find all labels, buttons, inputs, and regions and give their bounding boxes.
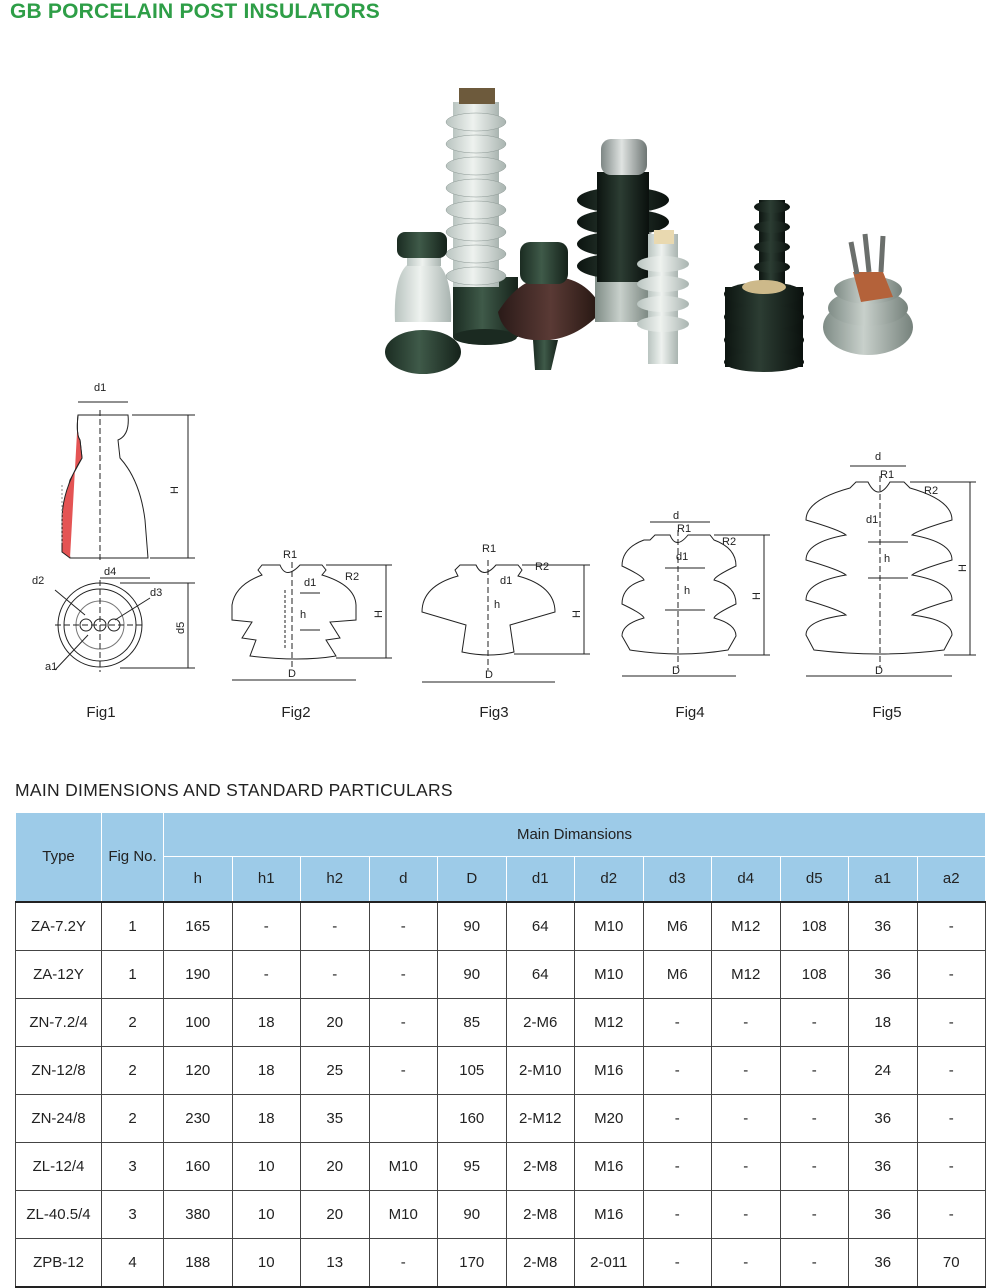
svg-text:R2: R2 xyxy=(345,571,360,583)
fig-cell: 1 xyxy=(102,950,164,998)
svg-text:R2: R2 xyxy=(535,561,550,573)
value-cell xyxy=(369,1094,438,1142)
svg-text:d3: d3 xyxy=(150,587,163,599)
value-cell: 36 xyxy=(849,950,918,998)
table-row xyxy=(16,1142,986,1190)
col-header-a1: a1 xyxy=(849,857,918,902)
value-cell: M16 xyxy=(575,1142,644,1190)
value-cell: 90 xyxy=(438,1190,507,1238)
value-cell: - xyxy=(369,1238,438,1287)
value-cell: - xyxy=(301,902,370,951)
value-cell: - xyxy=(643,1190,712,1238)
value-cell: 20 xyxy=(301,1142,370,1190)
col-header-d: d xyxy=(369,857,438,902)
svg-text:R1: R1 xyxy=(880,469,895,481)
value-cell: 20 xyxy=(301,1190,370,1238)
value-cell: - xyxy=(712,1238,781,1287)
value-cell: 170 xyxy=(438,1238,507,1287)
type-cell: ZN-24/8 xyxy=(16,1094,102,1142)
svg-text:R2: R2 xyxy=(722,536,737,548)
svg-text:R1: R1 xyxy=(677,523,692,535)
value-cell: 36 xyxy=(849,1190,918,1238)
fig2-label: Fig2 xyxy=(281,704,311,721)
value-cell: 2-M8 xyxy=(506,1190,575,1238)
value-cell: 24 xyxy=(849,1046,918,1094)
value-cell: 36 xyxy=(849,902,918,951)
value-cell: M12 xyxy=(712,902,781,951)
svg-text:D: D xyxy=(875,665,883,677)
value-cell: M20 xyxy=(575,1094,644,1142)
value-cell: 36 xyxy=(849,1142,918,1190)
fig4-drawing xyxy=(622,522,770,676)
value-cell: - xyxy=(369,1046,438,1094)
fig-cell: 2 xyxy=(102,1094,164,1142)
col-header-h: h xyxy=(164,857,233,902)
value-cell: M6 xyxy=(643,950,712,998)
col-header-d4: d4 xyxy=(712,857,781,902)
value-cell: 2-M8 xyxy=(506,1238,575,1287)
value-cell: - xyxy=(780,1046,849,1094)
value-cell: - xyxy=(643,1142,712,1190)
svg-text:d1: d1 xyxy=(866,514,879,526)
type-cell: ZN-7.2/4 xyxy=(16,998,102,1046)
col-header-d5: d5 xyxy=(780,857,849,902)
value-cell: - xyxy=(712,1142,781,1190)
svg-text:h: h xyxy=(684,585,691,597)
col-header-h2: h2 xyxy=(301,857,370,902)
value-cell: 90 xyxy=(438,902,507,951)
value-cell: 64 xyxy=(506,902,575,951)
value-cell: M12 xyxy=(712,950,781,998)
value-cell: 188 xyxy=(164,1238,233,1287)
value-cell: - xyxy=(917,902,986,951)
type-cell: ZL-12/4 xyxy=(16,1142,102,1190)
value-cell: - xyxy=(780,998,849,1046)
value-cell: 10 xyxy=(232,1238,301,1287)
svg-text:d2: d2 xyxy=(32,575,45,587)
svg-text:d1: d1 xyxy=(94,382,107,394)
svg-text:R1: R1 xyxy=(482,543,497,555)
value-cell: 18 xyxy=(232,998,301,1046)
fig1-label: Fig1 xyxy=(86,704,116,721)
svg-text:d: d xyxy=(875,451,882,463)
value-cell: - xyxy=(780,1238,849,1287)
svg-text:D: D xyxy=(672,665,680,677)
value-cell: - xyxy=(780,1142,849,1190)
value-cell: 2-M12 xyxy=(506,1094,575,1142)
value-cell: - xyxy=(712,998,781,1046)
fig-cell: 3 xyxy=(102,1142,164,1190)
value-cell: - xyxy=(369,998,438,1046)
svg-text:H: H xyxy=(169,486,181,494)
col-header-h1: h1 xyxy=(232,857,301,902)
col-header-d3: d3 xyxy=(643,857,712,902)
value-cell: 120 xyxy=(164,1046,233,1094)
fig5-label: Fig5 xyxy=(872,704,902,721)
col-header-d1: d1 xyxy=(506,857,575,902)
value-cell: 160 xyxy=(438,1094,507,1142)
fig-cell: 2 xyxy=(102,1046,164,1094)
type-cell: ZPB-12 xyxy=(16,1238,102,1287)
svg-text:H: H xyxy=(957,564,969,572)
value-cell: - xyxy=(917,1190,986,1238)
value-cell: - xyxy=(301,950,370,998)
col-fig-header: Fig No. xyxy=(102,813,164,902)
value-cell: M10 xyxy=(369,1190,438,1238)
value-cell: M10 xyxy=(575,950,644,998)
type-cell: ZN-12/8 xyxy=(16,1046,102,1094)
table-row xyxy=(16,998,986,1046)
value-cell: 380 xyxy=(164,1190,233,1238)
table-row xyxy=(16,902,986,951)
fig1-drawing xyxy=(55,402,195,672)
value-cell: 13 xyxy=(301,1238,370,1287)
value-cell: - xyxy=(643,1046,712,1094)
value-cell: 10 xyxy=(232,1190,301,1238)
svg-text:d1: d1 xyxy=(676,551,689,563)
value-cell: - xyxy=(917,1046,986,1094)
value-cell: M6 xyxy=(643,902,712,951)
svg-text:h: h xyxy=(300,609,307,621)
value-cell: 105 xyxy=(438,1046,507,1094)
svg-text:h: h xyxy=(494,599,501,611)
value-cell: 90 xyxy=(438,950,507,998)
table-row xyxy=(16,950,986,998)
svg-text:d: d xyxy=(673,510,680,522)
value-cell: - xyxy=(643,1094,712,1142)
dimensions-table xyxy=(15,812,986,1288)
technical-drawings xyxy=(0,380,1000,700)
fig5-drawing xyxy=(806,466,976,676)
value-cell: 18 xyxy=(849,998,918,1046)
value-cell: - xyxy=(369,950,438,998)
svg-text:d4: d4 xyxy=(104,566,117,578)
value-cell: - xyxy=(917,1094,986,1142)
value-cell: 95 xyxy=(438,1142,507,1190)
table-row xyxy=(16,1238,986,1287)
value-cell: - xyxy=(369,902,438,951)
col-header-D: D xyxy=(438,857,507,902)
value-cell: 85 xyxy=(438,998,507,1046)
table-body xyxy=(16,902,986,1287)
value-cell: - xyxy=(917,998,986,1046)
svg-text:D: D xyxy=(485,669,493,681)
value-cell: 25 xyxy=(301,1046,370,1094)
value-cell: - xyxy=(643,1238,712,1287)
col-type-header: Type xyxy=(16,813,102,902)
fig-cell: 3 xyxy=(102,1190,164,1238)
fig-cell: 1 xyxy=(102,902,164,951)
svg-text:a1: a1 xyxy=(45,661,58,673)
value-cell: 190 xyxy=(164,950,233,998)
value-cell: - xyxy=(780,1094,849,1142)
fig3-label: Fig3 xyxy=(479,704,509,721)
svg-text:H: H xyxy=(571,610,583,618)
svg-text:d1: d1 xyxy=(500,575,513,587)
value-cell: - xyxy=(917,1142,986,1190)
table-row xyxy=(16,1190,986,1238)
col-header-d2: d2 xyxy=(575,857,644,902)
value-cell: 18 xyxy=(232,1046,301,1094)
svg-text:D: D xyxy=(288,668,296,680)
page-title: GB PORCELAIN POST INSULATORS xyxy=(10,0,381,23)
value-cell: 165 xyxy=(164,902,233,951)
value-cell: 230 xyxy=(164,1094,233,1142)
value-cell: M12 xyxy=(575,998,644,1046)
value-cell: 2-011 xyxy=(575,1238,644,1287)
value-cell: - xyxy=(917,950,986,998)
value-cell: 2-M6 xyxy=(506,998,575,1046)
value-cell: 108 xyxy=(780,902,849,951)
value-cell: 160 xyxy=(164,1142,233,1190)
value-cell: M10 xyxy=(575,902,644,951)
value-cell: M10 xyxy=(369,1142,438,1190)
type-cell: ZA-7.2Y xyxy=(16,902,102,951)
fig-cell: 4 xyxy=(102,1238,164,1287)
svg-text:H: H xyxy=(751,592,763,600)
value-cell: 36 xyxy=(849,1094,918,1142)
svg-text:h: h xyxy=(884,553,891,565)
value-cell: M16 xyxy=(575,1046,644,1094)
value-cell: 2-M8 xyxy=(506,1142,575,1190)
svg-text:d1: d1 xyxy=(304,577,317,589)
section-title: MAIN DIMENSIONS AND STANDARD PARTICULARS xyxy=(15,780,453,800)
type-cell: ZA-12Y xyxy=(16,950,102,998)
value-cell: 35 xyxy=(301,1094,370,1142)
value-cell: - xyxy=(780,1190,849,1238)
value-cell: - xyxy=(712,1046,781,1094)
main-dimensions-header: Main Dimansions xyxy=(164,813,986,857)
value-cell: - xyxy=(232,950,301,998)
col-header-a2: a2 xyxy=(917,857,986,902)
value-cell: 36 xyxy=(849,1238,918,1287)
value-cell: - xyxy=(643,998,712,1046)
table-row xyxy=(16,1046,986,1094)
value-cell: - xyxy=(232,902,301,951)
svg-text:H: H xyxy=(373,610,385,618)
value-cell: - xyxy=(712,1190,781,1238)
insulators-photo xyxy=(383,82,923,382)
value-cell: 100 xyxy=(164,998,233,1046)
value-cell: 2-M10 xyxy=(506,1046,575,1094)
type-cell: ZL-40.5/4 xyxy=(16,1190,102,1238)
fig4-label: Fig4 xyxy=(675,704,705,721)
value-cell: 18 xyxy=(232,1094,301,1142)
value-cell: 10 xyxy=(232,1142,301,1190)
value-cell: 64 xyxy=(506,950,575,998)
svg-text:R1: R1 xyxy=(283,549,298,561)
svg-text:R2: R2 xyxy=(924,485,939,497)
svg-text:d5: d5 xyxy=(175,621,187,634)
fig-cell: 2 xyxy=(102,998,164,1046)
value-cell: - xyxy=(712,1094,781,1142)
value-cell: 108 xyxy=(780,950,849,998)
value-cell: 20 xyxy=(301,998,370,1046)
value-cell: M16 xyxy=(575,1190,644,1238)
table-row xyxy=(16,1094,986,1142)
value-cell: 70 xyxy=(917,1238,986,1287)
